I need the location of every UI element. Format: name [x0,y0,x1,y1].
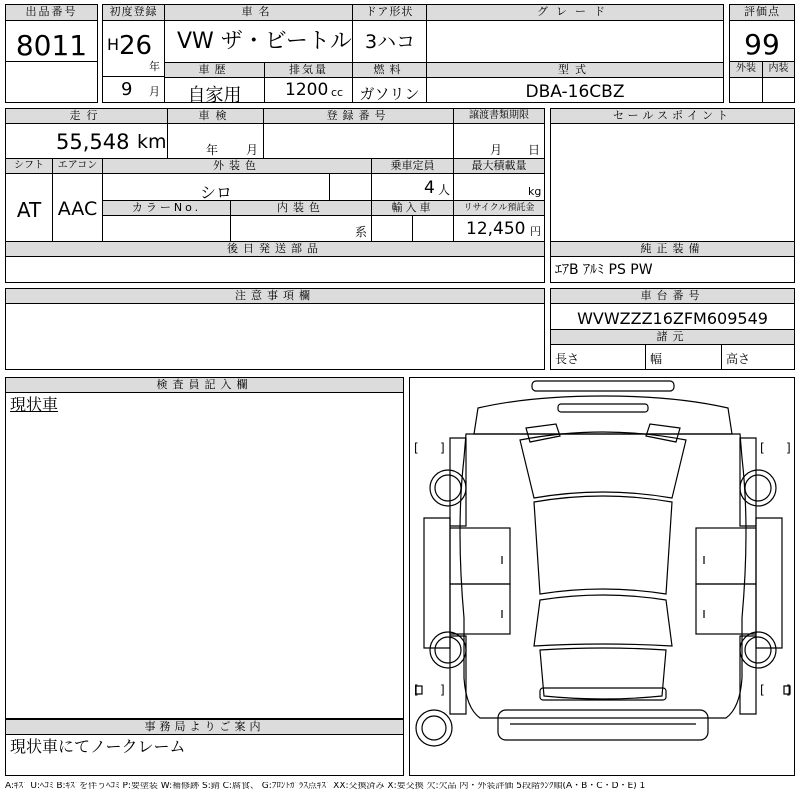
displacement-unit: cc [331,86,344,99]
fender-right-front-shape [740,438,756,526]
score-value: 99 [744,28,780,61]
shift-box [5,173,53,242]
mileage-unit: km [137,131,167,153]
sales-point-box [550,123,795,242]
door-header: ドア形状 [352,4,427,21]
mirror-left-shape [526,424,560,442]
bracket-right-top-open: [ [760,441,765,455]
model-value: DBA-16CBZ [525,82,625,102]
door-box [352,20,427,63]
height-label: 高さ [726,352,751,366]
notes-box [5,303,545,370]
reg-no-header: 登録番号 [263,108,454,124]
lot-no-box [5,20,98,62]
car-name-header: 車名 [164,4,353,21]
score-box [729,20,795,62]
mileage-value: 55,548 [56,130,130,154]
windshield-shape [520,432,686,498]
first-reg-month-box [102,76,165,103]
import-header: 輸入車 [371,200,454,216]
model-box [426,77,724,103]
reg-no-box [263,123,454,159]
recycle-unit: 円 [530,225,541,238]
lot-no-header: 出品番号 [5,4,98,21]
later-parts-header: 後日発送部品 [5,241,545,257]
bracket-right-bottom-close: ] [786,683,791,697]
genuine-value: ｴｱB ｱﾙﾐ PS PW [555,262,653,278]
grade-box [426,20,724,63]
width-box [645,344,722,370]
inspector-box [5,392,404,719]
office-text: 現状車にてノークレーム [10,737,186,756]
transfer-box [453,123,545,159]
reg-year: 26 [119,31,153,61]
bracket-right-top-close: ] [786,441,791,455]
roof-shape [534,496,672,594]
inspection-month-unit: 月 [246,143,259,157]
rear-lights-shape [540,688,666,700]
trunk-shape [540,648,666,699]
recycle-box [453,215,545,242]
specs-header: 諸元 [550,329,795,345]
transfer-header: 譲渡書類期限 [453,108,545,124]
transfer-day-unit: 日 [528,143,541,157]
ext-color-box [102,173,330,201]
max-load-header: 最大積載量 [453,158,545,174]
notes-header: 注意事項欄 [5,288,545,304]
import-box-right [412,215,454,242]
length-box [550,344,646,370]
reg-month-unit: 月 [149,85,160,98]
displacement-header: 排気量 [264,62,353,78]
reg-month: 9 [121,79,133,100]
reg-year-unit: 年 [149,60,160,73]
interior-score-box [762,77,795,103]
ac-header: エアコン [52,158,103,174]
car-name-box [164,20,353,63]
car-diagram-box [409,377,795,776]
capacity-unit: 人 [438,183,451,197]
model-header: 型式 [426,62,724,78]
exterior-score-box [729,77,763,103]
mileage-header: 走行 [5,108,168,124]
exterior-header: 外装 [729,61,763,78]
bracket-left-bottom-close: ] [440,683,445,697]
ext-color-extra-box [329,173,372,201]
capacity-header: 乗車定員 [371,158,454,174]
office-box [5,734,404,776]
door-left-rear-shape [450,584,510,634]
fuel-value: ガソリン [359,85,420,103]
bracket-left-bottom-open: [ [414,683,419,697]
recycle-value: 12,450 [466,219,526,239]
length-label: 長さ [555,352,580,366]
max-load-box [453,173,545,201]
front-grille-shape [558,404,648,412]
door-value: 3ハコ [365,31,416,53]
rear-glass-shape [534,595,672,646]
lot-no-blank [5,61,98,103]
transfer-month-unit: 月 [490,143,503,157]
max-load-unit: kg [528,185,542,198]
door-right-front-shape [696,528,756,584]
side-left-shape [424,518,450,648]
first-reg-header: 初度登録 [102,4,165,21]
history-box [164,77,265,103]
fuel-header: 燃料 [352,62,427,78]
side-right-shape [756,518,782,648]
front-bumper-shape [532,381,674,391]
door-right-rear-shape [696,584,756,634]
capacity-value: 4 [424,178,435,198]
chassis-value: WVWZZZ16ZFM609549 [577,309,768,328]
ext-color-value: シロ [199,183,232,201]
inspection-box [167,123,264,159]
displacement-value: 1200 [285,80,329,100]
displacement-box [264,77,353,103]
int-color-unit: 系 [355,225,368,239]
inspection-header: 車検 [167,108,264,124]
rear-bumper-shape [498,710,708,740]
chassis-box [550,303,795,330]
legend-text: A:ｷｽﾞ U:ﾍｺﾐ B:ｷｽﾞを伴うﾍｺﾐ P:要塗装 W:補修跡 S:錆 C:腐食、 G:ﾌﾛﾝﾄｶﾞﾗｽ点ｷｽﾞ XX:交換済み X:要交換 欠:欠品 内・外装評価 5段階ﾗﾝｸ順(A・B・C・D・E) 1 [5,782,646,791]
office-header: 事務局よりご案内 [5,719,404,735]
shift-value: AT [16,198,42,222]
shift-header: シフト [5,158,53,174]
int-color-box [230,215,372,242]
ac-box [52,173,103,242]
lot-no-value: 8011 [15,29,88,62]
car-name-value: VW ザ・ビートル [177,29,352,54]
inspection-year-unit: 年 [206,143,219,157]
import-box-left [371,215,413,242]
inspector-text: 現状車 [10,395,59,414]
mileage-box [5,123,168,159]
chassis-header: 車台番号 [550,288,795,304]
score-header: 評価点 [729,4,795,21]
door-left-front-shape [450,528,510,584]
bracket-left-top-open: [ [414,441,419,455]
body-outline [460,434,746,718]
interior-header: 内装 [762,61,795,78]
history-value: 自家用 [187,85,242,103]
capacity-box [371,173,454,201]
ext-color-header: 外装色 [102,158,372,174]
sales-point-header: セールスポイント [550,108,795,124]
first-reg-year-box [102,20,165,77]
height-box [721,344,795,370]
bracket-right-bottom-open: [ [760,683,765,697]
fuel-box [352,77,427,103]
fender-left-front-shape [450,438,466,526]
inspector-header: 検査員記入欄 [5,377,404,393]
history-header: 車歴 [164,62,265,78]
car-diagram [410,378,795,776]
color-no-header: カラーNo. [102,200,231,216]
later-parts-box [5,256,545,283]
genuine-box [550,256,795,283]
recycle-header: リサイクル預託金 [453,200,545,216]
int-color-header: 内装色 [230,200,372,216]
genuine-header: 純正装備 [550,241,795,257]
bracket-left-top-close: ] [440,441,445,455]
hood-shape [474,396,732,434]
mirror-right-shape [646,424,680,442]
era-label: H [107,35,120,54]
width-label: 幅 [650,352,663,366]
ac-value: AAC [57,198,98,220]
color-no-box [102,215,231,242]
grade-header: グレード [426,4,724,21]
